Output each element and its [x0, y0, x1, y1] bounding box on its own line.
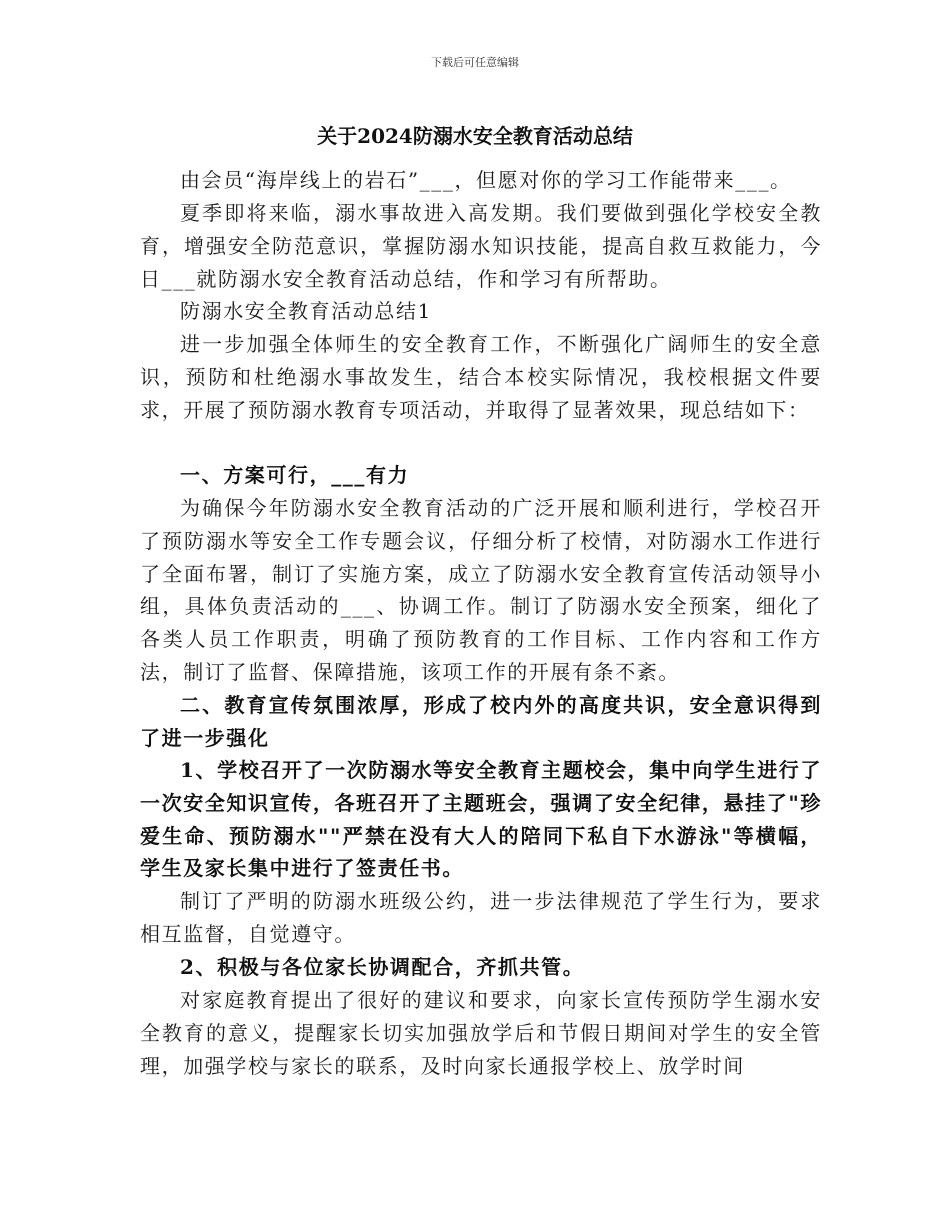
section-heading-1: 一、方案可行，___有力 [180, 463, 410, 487]
section-heading-parents: 2、积极与各位家长协调配合，齐抓共管。 [180, 955, 585, 979]
section-heading-summary-1: 防溺水安全教育活动总结1 [180, 299, 432, 323]
section-heading-2: 二、教育宣传氛围浓厚，形成了校内外的高度共识，安全意识得到了进一步强化 [140, 693, 822, 750]
paragraph-intro: 由会员“海岸线上的岩石”___，但愿对你的学习工作能带来___。 [180, 168, 792, 192]
paragraph-school-meeting: 1、学校召开了一次防溺水等安全教育主题校会，集中向学生进行了一次安全知识宣传，各班召开了主题班会，强调了安全纪律，悬挂了"珍爱生命、预防溺水""严禁在没有大人的陪同下私自下水游泳"等横幅，学生及家长集中进行了签责任书。 [140, 758, 822, 881]
paragraph-overview: 进一步加强全体师生的安全教育工作，不断强化广阔师生的安全意识，预防和杜绝溺水事故发生，结合本校实际情况，我校根据文件要求，开展了预防溺水教育专项活动，并取得了显著效果，现总结如下： [140, 332, 822, 422]
header-note: 下载后可任意编辑 [431, 56, 519, 69]
paragraph-class-rules: 制订了严明的防溺水班级公约，进一步法律规范了学生行为，要求相互监督，自觉遵守。 [140, 889, 822, 946]
paragraph-summer: 夏季即将来临，溺水事故进入高发期。我们要做到强化学校安全教育，增强安全防范意识，掌握防溺水知识技能，提高自救互救能力，今日___就防溺水安全教育活动总结，作和学习有所帮助。 [140, 201, 822, 291]
paragraph-family: 对家庭教育提出了很好的建议和要求，向家长宣传预防学生溺水安全教育的意义，提醒家长切实加强放学后和节假日期间对学生的安全管理，加强学校与家长的联系，及时向家长通报学校上、放学时间 [140, 988, 822, 1078]
paragraph-plan: 为确保今年防溺水安全教育活动的广泛开展和顺利进行，学校召开了预防溺水等安全工作专题会议，仔细分析了校情，对防溺水工作进行了全面布署，制订了实施方案，成立了防溺水安全教育宣传活动领导小组，具体负责活动的___、协调工作。制订了防溺水安全预案，细化了各类人员工作职责，明确了预防教育的工作目标、工作内容和工作方法，制订了监督、保障措施，该项工作的开展有条不紊。 [140, 496, 822, 684]
document-title: 关于2024防溺水安全教育活动总结 [317, 124, 633, 148]
